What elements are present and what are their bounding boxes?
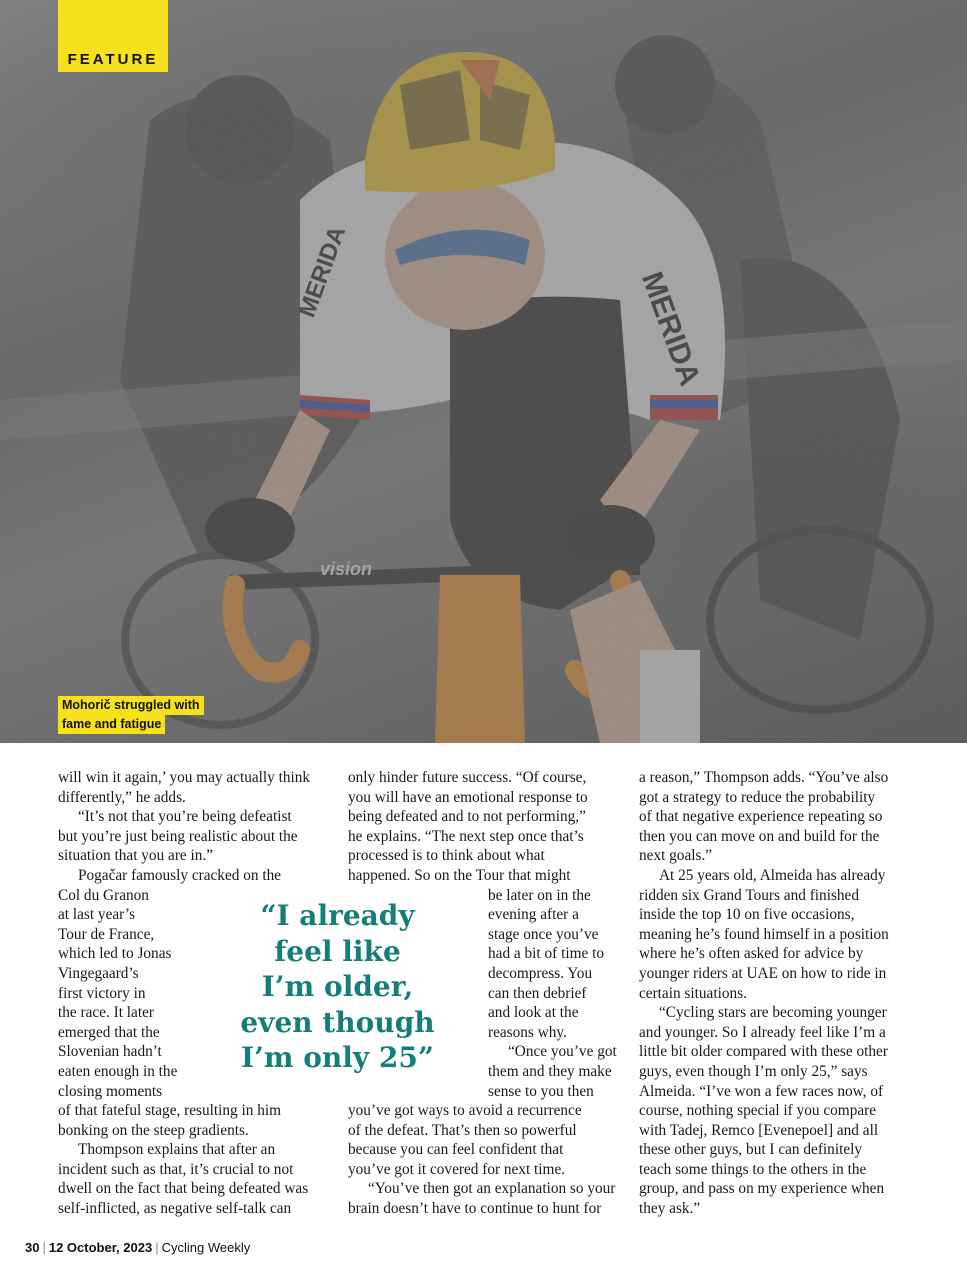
text-line: “It’s not that you’re being defeatist: [78, 808, 292, 826]
text-line: teach some things to the others in the: [639, 1160, 867, 1178]
text-line: dwell on the fact that being defeated was: [58, 1180, 309, 1198]
article-column-3: [639, 768, 911, 1219]
text-line: sense to you then: [488, 1082, 594, 1100]
text-line: they ask.”: [639, 1200, 701, 1218]
photo-caption: Mohorič struggled with fame and fatigue: [58, 696, 204, 734]
text-line: inside the top 10 on five occasions,: [639, 906, 855, 924]
text-line: happened. So on the Tour that might: [348, 866, 571, 884]
text-line: emerged that the: [58, 1023, 160, 1041]
text-line: stage once you’ve: [488, 925, 599, 943]
text-line: situation that you are in.”: [58, 847, 214, 865]
text-line: Tour de France,: [58, 925, 155, 943]
text-line: and younger. So I already feel like I’m a: [639, 1023, 886, 1041]
text-line: Vingegaard’s: [58, 964, 139, 982]
text-line: first victory in: [58, 984, 146, 1002]
text-line: next goals.”: [639, 847, 713, 865]
text-line: At 25 years old, Almeida has already: [659, 866, 886, 884]
text-line: guys, even though I’m only 25,” says: [639, 1062, 868, 1080]
section-tag: FEATURE: [58, 0, 168, 72]
text-line: reasons why.: [488, 1023, 567, 1041]
text-line: these other guys, but I can definitely: [639, 1141, 863, 1159]
text-line: you will have an emotional response to: [348, 788, 588, 806]
pull-quote-line: I’m only 25”: [241, 1041, 434, 1074]
text-line: incident such as that, it’s crucial to not: [58, 1160, 294, 1178]
text-line: be later on in the: [488, 886, 591, 904]
text-line: Thompson explains that after an: [78, 1141, 276, 1159]
text-line: the race. It later: [58, 1004, 154, 1022]
text-line: only hinder future success. “Of course,: [348, 769, 587, 786]
text-line: closing moments: [58, 1082, 163, 1100]
text-line: evening after a: [488, 906, 579, 924]
text-line: self-inflicted, as negative self-talk can: [58, 1200, 292, 1218]
text-line: which led to Jonas: [58, 945, 172, 963]
text-line: because you can feel confident that: [348, 1141, 564, 1159]
text-line: then you can move on and build for the: [639, 827, 880, 845]
text-line: of that negative experience repeating so: [639, 808, 883, 826]
text-line: “Once you’ve got: [508, 1043, 617, 1061]
text-line: group, and pass on my experience when: [639, 1180, 885, 1198]
text-line: can then debrief: [488, 984, 587, 1002]
text-line: Pogačar famously cracked on the: [78, 866, 282, 884]
text-line: differently,” he adds.: [58, 788, 186, 806]
text-line: but you’re just being realistic about the: [58, 827, 298, 845]
text-line: being defeated and to not performing,”: [348, 808, 586, 826]
text-line: Slovenian hadn’t: [58, 1043, 162, 1061]
text-line: little bit older compared with these other: [639, 1043, 888, 1061]
text-line: had a bit of time to: [488, 945, 604, 963]
text-line: you’ve got it covered for next time.: [348, 1160, 566, 1178]
text-line: decompress. You: [488, 964, 593, 982]
text-line: “You’ve then got an explanation so your: [368, 1180, 616, 1198]
text-line: Col du Granon: [58, 886, 149, 904]
text-line: ridden six Grand Tours and finished: [639, 886, 859, 904]
text-line: of the defeat. That’s then so powerful: [348, 1121, 577, 1139]
text-line: certain situations.: [639, 984, 747, 1002]
text-line: bonking on the steep gradients.: [58, 1121, 249, 1139]
text-line: brain doesn’t have to continue to hunt for: [348, 1200, 602, 1218]
text-line: will win it again,’ you may actually think: [58, 769, 311, 786]
text-line: younger riders at UAE on how to ride in: [639, 964, 887, 982]
text-line: processed is to think about what: [348, 847, 545, 865]
text-line: you’ve got ways to avoid a recurrence: [348, 1102, 582, 1120]
text-line: with Tadej, Remco [Evenepoel] and all: [639, 1121, 879, 1139]
text-line: he explains. “The next step once that’s: [348, 827, 584, 845]
footer-separator: |: [155, 1240, 159, 1255]
text-line: meaning he’s found himself in a position: [639, 925, 889, 943]
text-line: where he’s often asked for advice by: [639, 945, 864, 963]
pull-quote-line: I’m older,: [261, 970, 414, 1003]
pull-quote: [230, 898, 445, 1076]
page-footer: [25, 1240, 250, 1255]
page-number: 30: [25, 1240, 40, 1255]
pull-quote-line: “I already: [260, 899, 415, 932]
issue-date: 12 October, 2023: [48, 1240, 153, 1255]
text-line: of that fateful stage, resulting in him: [58, 1102, 282, 1120]
pull-quote-line: even though: [240, 1005, 435, 1039]
text-line: Almeida. “I’ve won a few races now, of: [639, 1082, 884, 1100]
text-line: eaten enough in the: [58, 1062, 178, 1080]
text-line: at last year’s: [58, 906, 136, 924]
text-line: “Cycling stars are becoming younger: [659, 1004, 887, 1022]
text-line: course, nothing special if you compare: [639, 1102, 877, 1120]
footer-separator: |: [42, 1240, 46, 1255]
pull-quote-line: feel like: [274, 934, 401, 968]
text-line: and look at the: [488, 1004, 579, 1022]
text-line: a reason,” Thompson adds. “You’ve also: [639, 769, 889, 786]
magazine-name: Cycling Weekly: [161, 1240, 251, 1255]
text-line: got a strategy to reduce the probability: [639, 788, 876, 806]
text-line: them and they make: [488, 1062, 612, 1080]
